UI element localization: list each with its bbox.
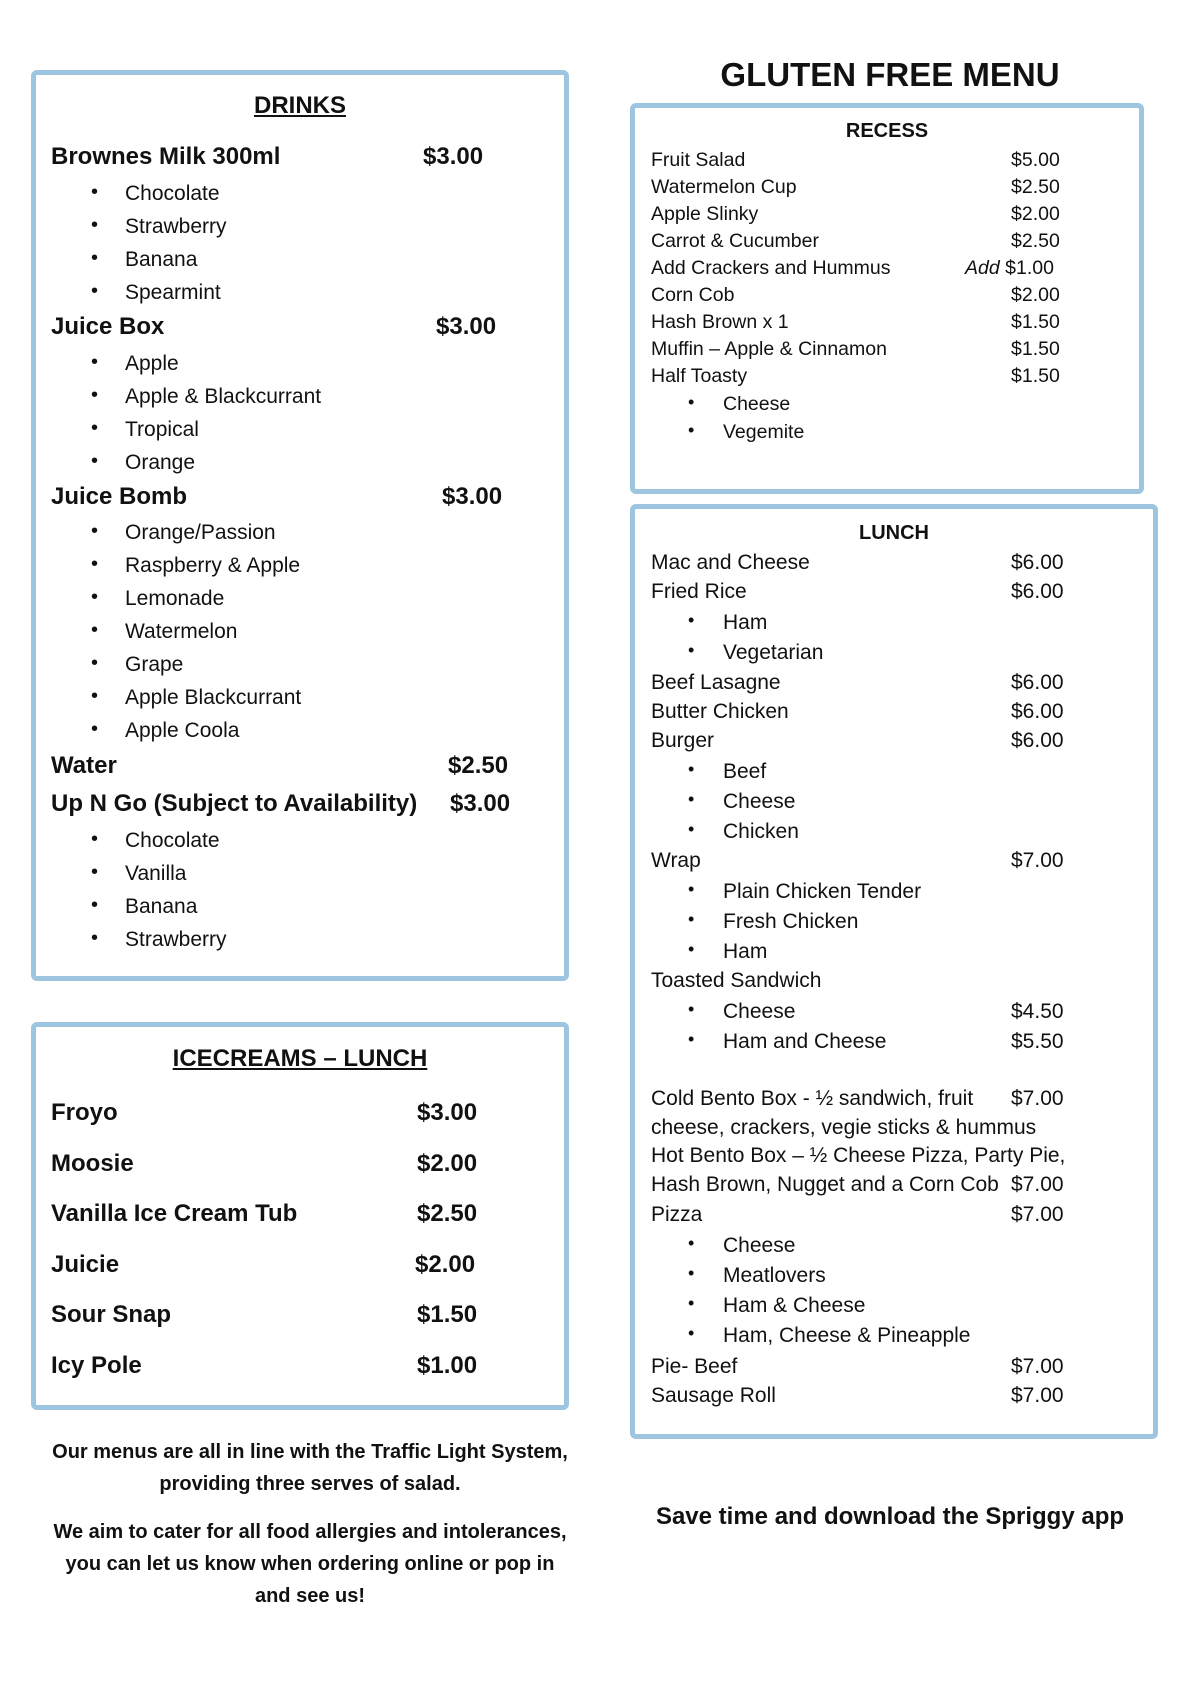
drink-option: • Lemonade: [125, 587, 224, 611]
recess-item-price: $1.50: [1011, 338, 1060, 360]
recess-item-price: $1.50: [1011, 311, 1060, 333]
drink-item-price: $3.00: [423, 143, 484, 170]
drink-item-price: $3.00: [436, 313, 497, 340]
drink-option: • Tropical: [125, 418, 199, 442]
recess-item-name: Half Toasty: [651, 365, 748, 387]
drink-option: • Watermelon: [125, 620, 237, 644]
drink-option: • Vanilla: [125, 862, 186, 886]
drink-option: • Apple Coola: [125, 719, 239, 743]
recess-item-price: $5.00: [1011, 149, 1060, 171]
drink-item-name: Juice Box: [51, 313, 165, 340]
drink-item-name: Brownes Milk 300ml: [51, 143, 281, 170]
recess-item-price: $1.50: [1011, 365, 1060, 387]
lunch-item-price: $7.00: [1011, 1173, 1064, 1196]
lunch-option: • Fresh Chicken: [723, 910, 858, 934]
lunch-option: • Beef: [723, 760, 766, 784]
lunch-box: [630, 504, 1158, 1439]
lunch-item-price: $7.00: [1011, 1384, 1064, 1407]
drink-option: • Orange: [125, 451, 195, 475]
drink-item-price: $2.50: [448, 752, 509, 779]
lunch-option: • Ham: [723, 940, 767, 964]
price-prefix: Add: [965, 257, 1000, 279]
app-promo: Save time and download the Spriggy app: [655, 1503, 1125, 1530]
lunch-option-price: $4.50: [1011, 1000, 1064, 1023]
icecream-item-name: Sour Snap: [51, 1301, 172, 1328]
lunch-option: • Meatlovers: [723, 1264, 826, 1288]
icecream-item-price: $3.00: [417, 1099, 478, 1126]
note-line: and see us!: [254, 1585, 366, 1607]
drink-option: • Spearmint: [125, 281, 221, 305]
lunch-item-price: $7.00: [1011, 1203, 1064, 1226]
icecreams-box: [31, 1022, 569, 1410]
lunch-item-price: $7.00: [1011, 1355, 1064, 1378]
recess-item-price: $2.00: [1011, 203, 1060, 225]
note-line: you can let us know when ordering online or pop in: [65, 1553, 555, 1575]
drink-option: • Strawberry: [125, 928, 227, 952]
recess-item-name: Corn Cob: [651, 284, 735, 306]
drink-option: • Orange/Passion: [125, 521, 276, 545]
drink-option: • Chocolate: [125, 182, 220, 206]
icecream-item-price: $2.00: [415, 1251, 476, 1278]
lunch-option: • Ham, Cheese & Pineapple: [723, 1324, 970, 1348]
lunch-item-name: Pie- Beef: [651, 1355, 738, 1378]
lunch-item-name: Mac and Cheese: [651, 551, 810, 574]
lunch-item-price: $6.00: [1011, 671, 1064, 694]
drink-item-price: $3.00: [450, 790, 511, 817]
note-line: providing three serves of salad.: [159, 1473, 461, 1495]
lunch-option: • Chicken: [723, 820, 799, 844]
icecream-item-price: $1.50: [417, 1301, 478, 1328]
lunch-item-price: $7.00: [1011, 849, 1064, 872]
recess-item-name: Watermelon Cup: [651, 176, 797, 198]
recess-option: • Cheese: [723, 393, 790, 416]
icecream-item-price: $2.50: [417, 1200, 478, 1227]
lunch-item-price: $7.00: [1011, 1087, 1064, 1110]
icecream-item-name: Moosie: [51, 1150, 134, 1177]
recess-item-name: Apple Slinky: [651, 203, 759, 225]
traffic-light-note: [20, 1436, 600, 1500]
lunch-item-price: $6.00: [1011, 551, 1064, 574]
lunch-item-name: Toasted Sandwich: [651, 969, 822, 992]
icecream-item-name: Froyo: [51, 1099, 118, 1126]
lunch-option-price: $5.50: [1011, 1030, 1064, 1053]
icecream-item-name: Vanilla Ice Cream Tub: [51, 1200, 298, 1227]
drink-option: • Grape: [125, 653, 183, 677]
lunch-option: • Cheese: [723, 1000, 795, 1024]
drink-option: • Apple & Blackcurrant: [125, 385, 321, 409]
lunch-option: • Ham and Cheese: [723, 1030, 886, 1054]
recess-box: [630, 103, 1144, 494]
lunch-item-price: $6.00: [1011, 580, 1064, 603]
icecreams-heading: ICECREAMS – LUNCH: [172, 1045, 428, 1072]
lunch-option: • Ham & Cheese: [723, 1294, 865, 1318]
lunch-item-name: Beef Lasagne: [651, 671, 781, 694]
note-line: We aim to cater for all food allergies and intolerances,: [53, 1521, 567, 1543]
lunch-heading: LUNCH: [859, 522, 929, 544]
icecream-item-price: $2.00: [417, 1150, 478, 1177]
drink-item-name: Juice Bomb: [51, 483, 188, 510]
lunch-item-desc: Hash Brown, Nugget and a Corn Cob: [651, 1173, 999, 1196]
recess-item-price: $2.50: [1011, 176, 1060, 198]
lunch-item-price: $6.00: [1011, 729, 1064, 752]
lunch-option: • Ham: [723, 611, 767, 635]
lunch-item-name: Sausage Roll: [651, 1384, 776, 1407]
recess-item-price: $2.00: [1011, 284, 1060, 306]
lunch-item-name: Butter Chicken: [651, 700, 789, 723]
drink-item-price: $3.00: [442, 483, 503, 510]
lunch-item-name: Cold Bento Box - ½ sandwich, fruit: [651, 1087, 974, 1110]
drink-option: • Apple Blackcurrant: [125, 686, 301, 710]
drink-option: • Chocolate: [125, 829, 220, 853]
drink-option: • Apple: [125, 352, 179, 376]
icecream-item-name: Icy Pole: [51, 1352, 142, 1379]
drinks-box: [31, 70, 569, 981]
recess-item-name: Muffin – Apple & Cinnamon: [651, 338, 887, 360]
note-line: Our menus are all in line with the Traffic Light System,: [52, 1441, 568, 1463]
lunch-option: • Plain Chicken Tender: [723, 880, 921, 904]
lunch-option: • Cheese: [723, 790, 795, 814]
icecream-item-name: Juicie: [51, 1251, 120, 1278]
lunch-item-name: Burger: [651, 729, 715, 752]
drink-option: • Raspberry & Apple: [125, 554, 300, 578]
lunch-option: • Cheese: [723, 1234, 795, 1258]
price-value: $1.00: [1005, 257, 1054, 279]
lunch-item-name: Hot Bento Box – ½ Cheese Pizza, Party Pie,: [651, 1144, 1066, 1167]
recess-item-name: Carrot & Cucumber: [651, 230, 819, 252]
lunch-item-price: $6.00: [1011, 700, 1064, 723]
recess-option: • Vegemite: [723, 421, 804, 444]
lunch-item-name: Wrap: [651, 849, 701, 872]
lunch-item-name: Pizza: [651, 1203, 703, 1226]
recess-item-name: Hash Brown x 1: [651, 311, 789, 333]
allergy-note: [20, 1516, 600, 1612]
recess-item-price: [965, 257, 1054, 280]
drink-option: • Banana: [125, 895, 197, 919]
lunch-option: • Vegetarian: [723, 641, 823, 665]
icecream-item-price: $1.00: [417, 1352, 478, 1379]
recess-item-price: $2.50: [1011, 230, 1060, 252]
drink-item-name: Water: [51, 752, 117, 779]
recess-item-name: Fruit Salad: [651, 149, 746, 171]
drink-option: • Banana: [125, 248, 197, 272]
drink-item-name: Up N Go (Subject to Availability): [51, 790, 418, 817]
lunch-item-desc: cheese, crackers, vegie sticks & hummus: [651, 1116, 1037, 1139]
drinks-heading: DRINKS: [253, 92, 346, 119]
lunch-item-name: Fried Rice: [651, 580, 747, 603]
drink-option: • Strawberry: [125, 215, 227, 239]
recess-heading: RECESS: [845, 120, 929, 142]
page-title: GLUTEN FREE MENU: [720, 56, 1060, 93]
recess-item-name: Add Crackers and Hummus: [651, 257, 891, 279]
